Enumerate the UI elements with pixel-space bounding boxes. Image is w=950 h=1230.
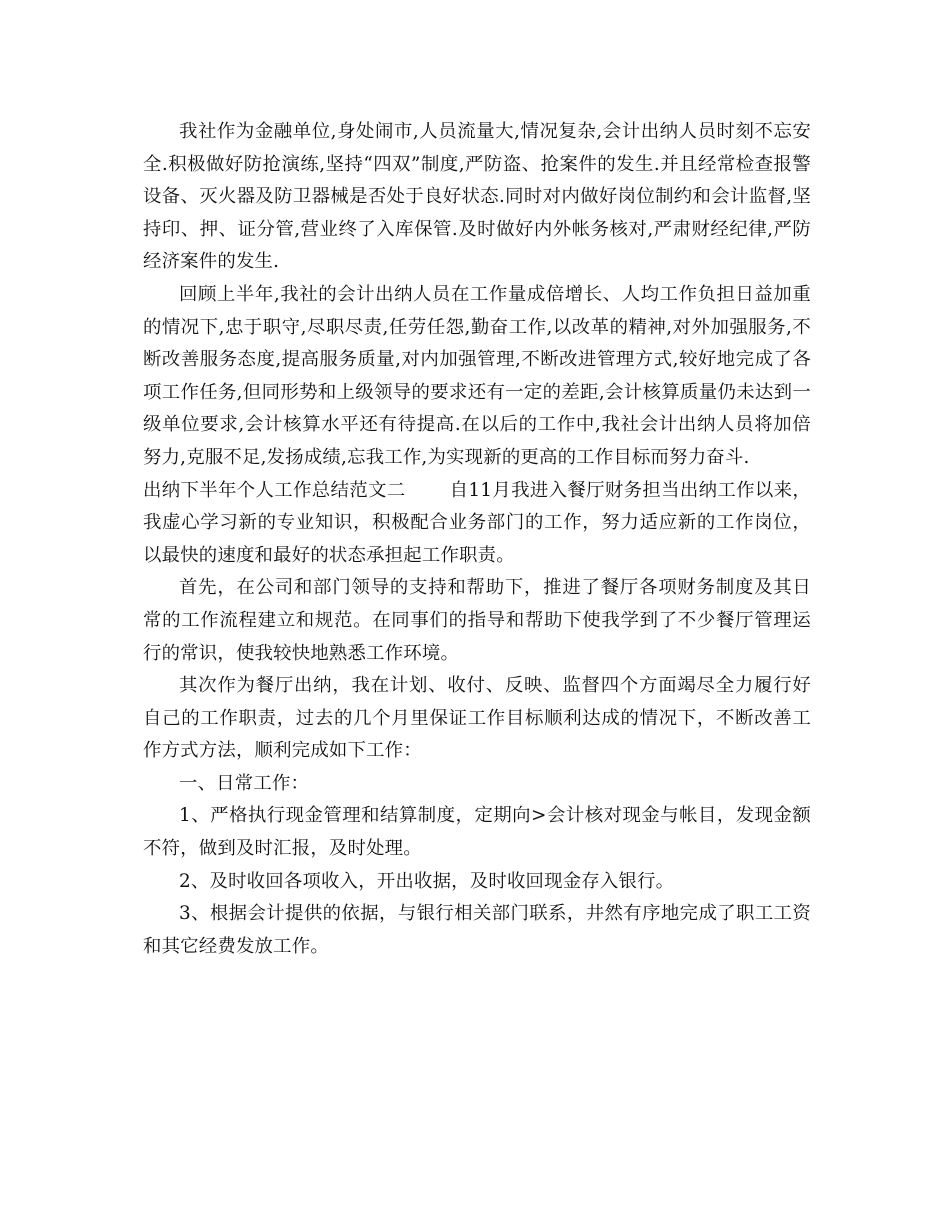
paragraph-second: 其次作为餐厅出纳，我在计划、收付、反映、监督四个方面竭尽全力履行好自己的工作职责，过去的几个月里保证工作目标顺利达成的情况下，不断改善工作方式方法，顺利完成如下工作： bbox=[143, 675, 811, 762]
paragraph-first: 首先，在公司和部门领导的支持和帮助下，推进了餐厅各项财务制度及其日常的工作流程建立和规范。在同事们的指导和帮助下使我学到了不少餐厅管理运行的常识，使我较快地熟悉工作环境。 bbox=[143, 577, 811, 664]
paragraph-review: 回顾上半年,我社的会计出纳人员在工作量成倍增长、人均工作负担日益加重的情况下,忠于职守,尽职尽责,任劳任怨,勤奋工作,以改革的精神,对外加强服务,不断改善服务态度,提高服务质量,对内加强管理,不断改进管理方式,较好地完成了各项工作任务,但同形势和上级领导的要求还有一定的差距,会计核算质量仍未达到一级单位要求,会计核算水平还有待提高.在以后的工作中,我社会计出纳人员将加倍努力,克服不足,发扬成绩,忘我工作,为实现新的更高的工作目标而努力奋斗. bbox=[143, 283, 811, 468]
section-heading-paragraph bbox=[143, 475, 811, 573]
section-intro: 自11月我进入餐厅财务担当出纳工作以来，我虚心学习新的专业知识，积极配合业务部门的工作，努力适应新的工作岗位，以最快的速度和最好的状态承担起工作职责。 bbox=[143, 479, 811, 566]
list-item-3: 3、根据会计提供的依据，与银行相关部门联系，井然有序地完成了职工工资和其它经费发放工作。 bbox=[143, 903, 811, 957]
paragraph-safety: 我社作为金融单位,身处闹市,人员流量大,情况复杂,会计出纳人员时刻不忘安全.积极做好防抢演练,坚持“四双”制度,严防盗、抢案件的发生.并且经常检查报警设备、灭火器及防卫器械是否处于良好状态.同时对内做好岗位制约和会计监督,坚持印、押、证分管,营业终了入库保管.及时做好内外帐务核对,严肃财经纪律,严防经济案件的发生. bbox=[143, 121, 811, 273]
section-title: 出纳下半年个人工作总结范文二 bbox=[143, 479, 406, 501]
document-body bbox=[143, 116, 811, 963]
list-item-2: 2、及时收回各项收入，开出收据，及时收回现金存入银行。 bbox=[179, 870, 675, 892]
list-item-1: 1、严格执行现金管理和结算制度，定期向>会计核对现金与帐目，发现金额不符，做到及时汇报，及时处理。 bbox=[143, 805, 811, 860]
list-heading-daily-work: 一、日常工作： bbox=[179, 772, 310, 794]
